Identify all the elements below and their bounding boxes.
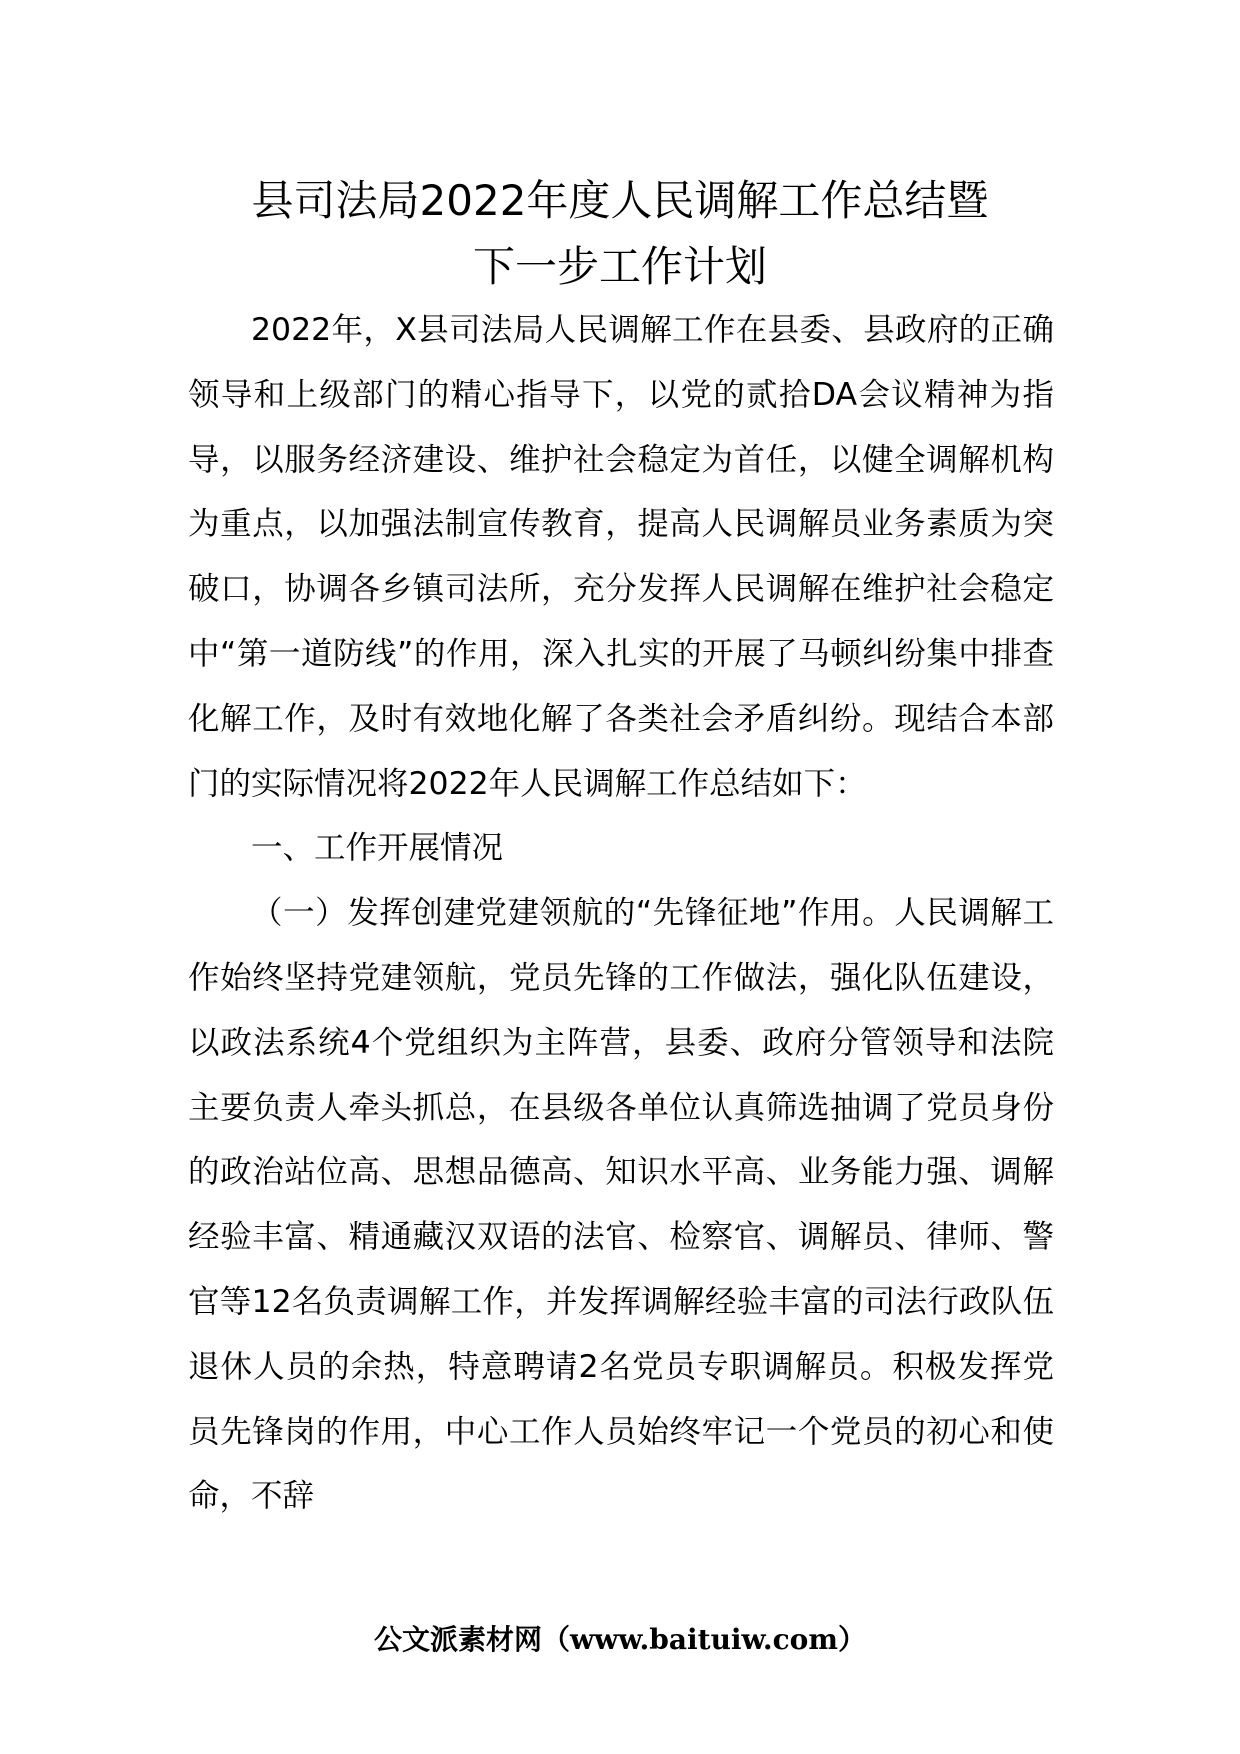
subsection-paragraph: （一）发挥创建党建领航的“先锋征地”作用。人民调解工作始终坚持党建领航，党员先锋的工作做法，强化队伍建设，以政法系统4个党组织为主阵营，县委、政府分管领导和法院主要负责人牵头抓总，在县级各单位认真筛选抽调了党员身份的政治站位高、思想品德高、知识水平高、业务能力强、调解经验丰富、精通藏汉双语的法官、检察官、调解员、律师、警官等12名负责调解工作，并发挥调解经验丰富的司法行政队伍退休人员的余热，特意聘请2名党员专职调解员。积极发挥党员先锋岗的作用，中心工作人员始终牢记一个党员的初心和使命，不辞 [188, 895, 1054, 1515]
document-title [160, 168, 1080, 300]
intro-paragraph: 2022年，X县司法局人民调解工作在县委、县政府的正确领导和上级部门的精心指导下，以党的贰拾DA会议精神为指导，以服务经济建设、维护社会稳定为首任，以健全调解机构为重点，以加强法制宣传教育，提高人民调解员业务素质为突破口，协调各乡镇司法所，充分发挥人民调解在维护社会稳定中“第一道防线”的作用，深入扎实的开展了马顿纠纷集中排查化解工作，及时有效地化解了各类社会矛盾纠纷。现结合本部门的实际情况将2022年人民调解工作总结如下： [188, 312, 1054, 802]
section-heading: 一、工作开展情况 [251, 830, 504, 867]
title-line-2: 下一步工作计划 [472, 242, 767, 291]
document-body [188, 298, 1054, 1529]
title-line-1: 县司法局2022年度人民调解工作总结暨 [251, 176, 989, 225]
footer-watermark: 公文派素材网（www.baituiw.com） [374, 1623, 866, 1656]
